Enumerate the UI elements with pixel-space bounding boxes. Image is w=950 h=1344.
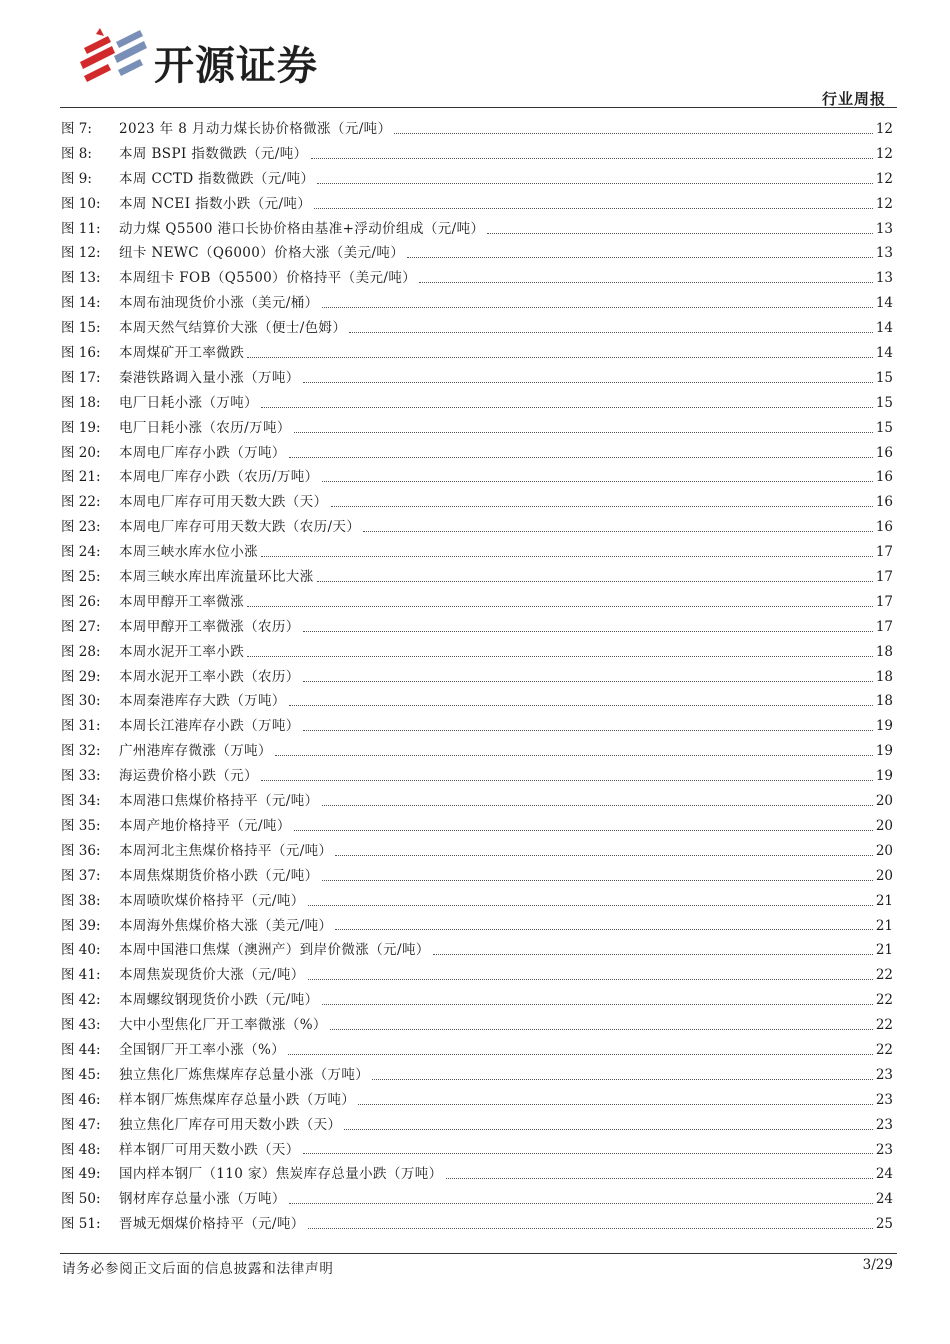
toc-figure-number: 图 24: — [61, 544, 101, 561]
toc-figure-title[interactable]: 电厂日耗小涨（万吨） — [119, 394, 258, 411]
toc-entry[interactable] — [61, 615, 893, 640]
toc-page-number[interactable]: 23 — [875, 1116, 893, 1133]
toc-entry[interactable] — [61, 1187, 893, 1212]
toc-dot-leader — [303, 681, 873, 682]
toc-entry[interactable] — [61, 938, 893, 963]
toc-figure-title[interactable]: 样本钢厂炼焦煤库存总量小跌（万吨） — [119, 1091, 356, 1108]
toc-figure-number: 图 13: — [61, 270, 101, 287]
toc-figure-number: 图 18: — [61, 394, 101, 411]
toc-figure-title[interactable]: 晋城无烟煤价格持平（元/吨） — [119, 1216, 305, 1233]
toc-page-number[interactable]: 13 — [875, 270, 893, 287]
toc-figure-title[interactable]: 本周甲醇开工率微涨 — [119, 593, 245, 610]
toc-page-number[interactable]: 16 — [875, 469, 893, 486]
toc-entry[interactable] — [61, 391, 893, 416]
toc-dot-leader — [303, 382, 873, 383]
toc-figure-number: 图 9: — [61, 170, 92, 187]
toc-entry[interactable] — [61, 540, 893, 565]
toc-page-number[interactable]: 18 — [875, 643, 893, 660]
toc-page-number[interactable]: 13 — [875, 220, 893, 237]
toc-figure-title[interactable]: 本周天然气结算价大涨（便士/色姆） — [119, 320, 347, 337]
toc-entry[interactable] — [61, 1038, 893, 1063]
toc-entry[interactable] — [61, 590, 893, 615]
toc-page-number[interactable]: 19 — [875, 743, 893, 760]
toc-dot-leader — [394, 133, 872, 134]
toc-page-number[interactable]: 12 — [875, 195, 893, 212]
toc-dot-leader — [311, 158, 873, 159]
toc-entry[interactable] — [61, 889, 893, 914]
toc-figure-title[interactable]: 本周水泥开工率小跌 — [119, 643, 245, 660]
toc-figure-title[interactable]: 本周长江港库存小跌（万吨） — [119, 718, 300, 735]
toc-dot-leader — [288, 1054, 873, 1055]
toc-figure-number: 图 26: — [61, 593, 101, 610]
toc-dot-leader — [322, 481, 873, 482]
toc-dot-leader — [308, 979, 873, 980]
toc-entry[interactable] — [61, 1088, 893, 1113]
toc-figure-number: 图 22: — [61, 494, 101, 511]
toc-entry[interactable] — [61, 1113, 893, 1138]
toc-entry[interactable] — [61, 914, 893, 939]
toc-page-number[interactable]: 17 — [875, 593, 893, 610]
toc-dot-leader — [247, 357, 873, 358]
toc-page-number[interactable]: 24 — [875, 1191, 893, 1208]
toc-figure-number: 图 49: — [61, 1166, 101, 1183]
toc-figure-number: 图 37: — [61, 867, 101, 884]
toc-figure-number: 图 35: — [61, 817, 101, 834]
toc-dot-leader — [317, 581, 873, 582]
toc-figure-number: 图 34: — [61, 793, 101, 810]
toc-entry[interactable] — [61, 789, 893, 814]
toc-figure-title[interactable]: 本周三峡水库水位小涨 — [119, 544, 258, 561]
toc-entry[interactable] — [61, 142, 893, 167]
toc-page-number[interactable]: 15 — [875, 369, 893, 386]
toc-figure-number: 图 11: — [61, 220, 101, 237]
toc-figure-number: 图 8: — [61, 145, 92, 162]
toc-figure-number: 图 14: — [61, 295, 101, 312]
toc-entry[interactable] — [61, 665, 893, 690]
toc-figure-title[interactable]: 本周煤矿开工率微跌 — [119, 345, 245, 362]
toc-dot-leader — [433, 954, 873, 955]
toc-page-number[interactable]: 15 — [875, 394, 893, 411]
figure-table-of-contents — [61, 117, 893, 1237]
toc-figure-title[interactable]: 本周焦炭现货价大涨（元/吨） — [119, 967, 305, 984]
toc-entry[interactable] — [61, 241, 893, 266]
toc-page-number[interactable]: 19 — [875, 718, 893, 735]
toc-page-number[interactable]: 23 — [875, 1091, 893, 1108]
toc-entry[interactable] — [61, 341, 893, 366]
toc-page-number[interactable]: 22 — [875, 1041, 893, 1058]
toc-page-number[interactable]: 18 — [875, 693, 893, 710]
toc-entry[interactable] — [61, 963, 893, 988]
toc-dot-leader — [363, 531, 873, 532]
toc-entry[interactable] — [61, 1063, 893, 1088]
toc-figure-title[interactable]: 本周 BSPI 指数微跌（元/吨） — [119, 145, 308, 162]
toc-entry[interactable] — [61, 266, 893, 291]
toc-figure-title[interactable]: 国内样本钢厂（110 家）焦炭库存总量小跌（万吨） — [119, 1166, 443, 1183]
toc-figure-number: 图 41: — [61, 967, 101, 984]
toc-page-number[interactable]: 22 — [875, 992, 893, 1009]
toc-dot-leader — [331, 506, 873, 507]
toc-figure-title[interactable]: 独立焦化厂炼焦煤库存总量小涨（万吨） — [119, 1066, 370, 1083]
toc-entry[interactable] — [61, 465, 893, 490]
toc-page-number[interactable]: 17 — [875, 618, 893, 635]
toc-page-number[interactable]: 23 — [875, 1141, 893, 1158]
toc-page-number[interactable]: 20 — [875, 793, 893, 810]
toc-figure-number: 图 19: — [61, 419, 101, 436]
toc-entry[interactable] — [61, 416, 893, 441]
toc-page-number[interactable]: 12 — [875, 170, 893, 187]
toc-figure-number: 图 23: — [61, 519, 101, 536]
toc-figure-title[interactable]: 本周螺纹钢现货价小跌（元/吨） — [119, 992, 319, 1009]
toc-dot-leader — [275, 755, 873, 756]
toc-dot-leader — [322, 805, 873, 806]
toc-entry[interactable] — [61, 988, 893, 1013]
toc-figure-title[interactable]: 钢材库存总量小涨（万吨） — [119, 1191, 286, 1208]
toc-dot-leader — [322, 880, 873, 881]
toc-page-number[interactable]: 12 — [875, 145, 893, 162]
toc-figure-number: 图 16: — [61, 345, 101, 362]
toc-dot-leader — [358, 1104, 873, 1105]
toc-dot-leader — [303, 1153, 873, 1154]
toc-page-number[interactable]: 23 — [875, 1066, 893, 1083]
toc-figure-title[interactable]: 本周电厂库存可用天数大跌（天） — [119, 494, 328, 511]
toc-dot-leader — [322, 307, 873, 308]
toc-figure-number: 图 39: — [61, 917, 101, 934]
toc-page-number[interactable]: 21 — [875, 892, 893, 909]
toc-figure-number: 图 32: — [61, 743, 101, 760]
toc-figure-number: 图 27: — [61, 618, 101, 635]
toc-dot-leader — [303, 730, 873, 731]
toc-dot-leader — [487, 233, 872, 234]
toc-dot-leader — [407, 257, 873, 258]
toc-dot-leader — [261, 556, 873, 557]
report-type-label: 行业周报 — [821, 90, 886, 108]
toc-entry[interactable] — [61, 1013, 893, 1038]
toc-figure-number: 图 42: — [61, 992, 101, 1009]
toc-entry[interactable] — [61, 1212, 893, 1237]
toc-page-number[interactable]: 14 — [875, 345, 893, 362]
toc-entry[interactable] — [61, 864, 893, 889]
toc-page-number[interactable]: 13 — [875, 245, 893, 262]
toc-page-number[interactable]: 18 — [875, 668, 893, 685]
toc-figure-title[interactable]: 动力煤 Q5500 港口长协价格由基准+浮动价组成（元/吨） — [119, 220, 485, 237]
toc-figure-number: 图 17: — [61, 369, 101, 386]
toc-dot-leader — [330, 1029, 873, 1030]
toc-page-number[interactable]: 12 — [875, 121, 893, 137]
toc-figure-number: 图 43: — [61, 1017, 101, 1034]
toc-dot-leader — [261, 407, 873, 408]
toc-page-number[interactable]: 20 — [875, 817, 893, 834]
toc-page-number[interactable]: 20 — [875, 842, 893, 859]
toc-dot-leader — [335, 929, 872, 930]
toc-page-number[interactable]: 15 — [875, 419, 893, 436]
toc-figure-title[interactable]: 本周港口焦煤价格持平（元/吨） — [119, 793, 319, 810]
toc-figure-title[interactable]: 独立焦化厂库存可用天数小跌（天） — [119, 1116, 342, 1133]
toc-dot-leader — [247, 606, 873, 607]
toc-figure-title[interactable]: 本周 CCTD 指数微跌（元/吨） — [119, 170, 315, 187]
toc-page-number[interactable]: 16 — [875, 494, 893, 511]
toc-entry[interactable] — [61, 441, 893, 466]
toc-figure-title[interactable]: 广州港库存微涨（万吨） — [119, 743, 272, 760]
toc-figure-title[interactable]: 本周甲醇开工率微涨（农历） — [119, 618, 300, 635]
toc-figure-title[interactable]: 本周电厂库存小跌（农历/万吨） — [119, 469, 319, 486]
toc-figure-title[interactable]: 海运费价格小跌（元） — [119, 768, 258, 785]
toc-figure-title[interactable]: 电厂日耗小涨（农历/万吨） — [119, 419, 291, 436]
toc-page-number[interactable]: 19 — [875, 768, 893, 785]
toc-dot-leader — [289, 457, 873, 458]
toc-page-number[interactable]: 25 — [875, 1216, 893, 1233]
toc-figure-number: 图 12: — [61, 245, 101, 262]
toc-dot-leader — [372, 1079, 873, 1080]
toc-entry[interactable] — [61, 291, 893, 316]
toc-figure-title[interactable]: 样本钢厂可用天数小跌（天） — [119, 1141, 300, 1158]
toc-figure-title[interactable]: 本周产地价格持平（元/吨） — [119, 817, 291, 834]
kaiyuan-logo-icon — [78, 26, 148, 88]
toc-figure-title[interactable]: 秦港铁路调入量小涨（万吨） — [119, 369, 300, 386]
page-header — [0, 0, 950, 112]
toc-figure-number: 图 33: — [61, 768, 101, 785]
toc-entry[interactable] — [61, 117, 893, 142]
toc-page-number[interactable]: 14 — [875, 320, 893, 337]
toc-figure-number: 图 46: — [61, 1091, 101, 1108]
toc-figure-number: 图 38: — [61, 892, 101, 909]
toc-figure-title[interactable]: 本周电厂库存可用天数大跌（农历/天） — [119, 519, 361, 536]
toc-entry[interactable] — [61, 1138, 893, 1163]
toc-entry[interactable] — [61, 490, 893, 515]
toc-dot-leader — [317, 183, 872, 184]
toc-dot-leader — [247, 656, 873, 657]
toc-entry[interactable] — [61, 217, 893, 242]
toc-dot-leader — [344, 1129, 872, 1130]
toc-dot-leader — [322, 1004, 873, 1005]
toc-dot-leader — [303, 631, 873, 632]
toc-figure-number: 图 51: — [61, 1216, 101, 1233]
toc-entry[interactable] — [61, 839, 893, 864]
toc-page-number[interactable]: 24 — [875, 1166, 893, 1183]
toc-figure-title[interactable]: 本周纽卡 FOB（Q5500）价格持平（美元/吨） — [119, 270, 417, 287]
company-logo — [78, 26, 368, 88]
toc-dot-leader — [289, 705, 873, 706]
toc-dot-leader — [446, 1178, 873, 1179]
toc-entry[interactable] — [61, 167, 893, 192]
toc-figure-title[interactable]: 全国钢厂开工率小涨（%） — [119, 1041, 286, 1058]
toc-dot-leader — [294, 830, 873, 831]
toc-figure-number: 图 50: — [61, 1191, 101, 1208]
toc-page-number[interactable]: 17 — [875, 569, 893, 586]
toc-figure-number: 图 30: — [61, 693, 101, 710]
header-divider — [60, 107, 897, 108]
toc-dot-leader — [349, 332, 872, 333]
toc-figure-number: 图 29: — [61, 668, 101, 685]
toc-figure-number: 图 28: — [61, 643, 101, 660]
toc-figure-number: 图 48: — [61, 1141, 101, 1158]
toc-entry[interactable] — [61, 640, 893, 665]
toc-figure-title[interactable]: 本周 NCEI 指数小跌（元/吨） — [119, 195, 312, 212]
toc-figure-title[interactable]: 2023 年 8 月动力煤长协价格微涨（元/吨） — [119, 121, 392, 137]
toc-figure-title[interactable]: 本周河北主焦煤价格持平（元/吨） — [119, 842, 333, 859]
toc-figure-title[interactable]: 大中小型焦化厂开工率微涨（%） — [119, 1017, 327, 1034]
toc-figure-title[interactable]: 本周焦煤期货价格小跌（元/吨） — [119, 867, 319, 884]
toc-figure-title[interactable]: 本周布油现货价小涨（美元/桶） — [119, 295, 319, 312]
brand-name: 开源证券 — [154, 43, 318, 89]
toc-page-number[interactable]: 17 — [875, 544, 893, 561]
toc-figure-title[interactable]: 本周海外焦煤价格大涨（美元/吨） — [119, 917, 333, 934]
toc-dot-leader — [294, 432, 873, 433]
toc-figure-title[interactable]: 本周秦港库存大跌（万吨） — [119, 693, 286, 710]
toc-entry[interactable] — [61, 515, 893, 540]
toc-entry[interactable] — [61, 739, 893, 764]
toc-figure-title[interactable]: 本周三峡水库出库流量环比大涨 — [119, 569, 314, 586]
toc-figure-number: 图 10: — [61, 195, 101, 212]
toc-dot-leader — [261, 780, 873, 781]
toc-page-number[interactable]: 20 — [875, 867, 893, 884]
toc-figure-number: 图 15: — [61, 320, 101, 337]
toc-figure-number: 图 7: — [61, 121, 92, 137]
toc-figure-number: 图 47: — [61, 1116, 101, 1133]
toc-figure-number: 图 44: — [61, 1041, 101, 1058]
toc-page-number[interactable]: 14 — [875, 295, 893, 312]
toc-figure-title[interactable]: 纽卡 NEWC（Q6000）价格大涨（美元/吨） — [119, 245, 405, 262]
toc-page-number[interactable]: 22 — [875, 967, 893, 984]
toc-dot-leader — [335, 855, 872, 856]
toc-figure-number: 图 31: — [61, 718, 101, 735]
toc-figure-title[interactable]: 本周水泥开工率小跌（农历） — [119, 668, 300, 685]
toc-figure-number: 图 40: — [61, 942, 101, 959]
toc-page-number[interactable]: 22 — [875, 1017, 893, 1034]
toc-figure-title[interactable]: 本周中国港口焦煤（澳洲产）到岸价微涨（元/吨） — [119, 942, 430, 959]
toc-entry[interactable] — [61, 1162, 893, 1187]
toc-page-number[interactable]: 16 — [875, 519, 893, 536]
page-number: 3/29 — [862, 1257, 893, 1273]
toc-entry[interactable] — [61, 689, 893, 714]
toc-entry[interactable] — [61, 192, 893, 217]
toc-dot-leader — [314, 208, 873, 209]
footer-divider — [60, 1253, 897, 1254]
toc-figure-number: 图 36: — [61, 842, 101, 859]
toc-entry[interactable] — [61, 316, 893, 341]
toc-entry[interactable] — [61, 366, 893, 391]
toc-entry[interactable] — [61, 714, 893, 739]
toc-figure-title[interactable]: 本周电厂库存小跌（万吨） — [119, 444, 286, 461]
toc-page-number[interactable]: 16 — [875, 444, 893, 461]
toc-figure-number: 图 20: — [61, 444, 101, 461]
toc-entry[interactable] — [61, 565, 893, 590]
toc-page-number[interactable]: 21 — [875, 942, 893, 959]
toc-figure-title[interactable]: 本周喷吹煤价格持平（元/吨） — [119, 892, 305, 909]
toc-dot-leader — [308, 905, 873, 906]
toc-entry[interactable] — [61, 814, 893, 839]
toc-figure-number: 图 45: — [61, 1066, 101, 1083]
toc-entry[interactable] — [61, 764, 893, 789]
toc-dot-leader — [308, 1228, 873, 1229]
toc-page-number[interactable]: 21 — [875, 917, 893, 934]
toc-dot-leader — [289, 1203, 873, 1204]
toc-dot-leader — [419, 282, 873, 283]
toc-figure-number: 图 21: — [61, 469, 101, 486]
footer-disclaimer: 请务必参阅正文后面的信息披露和法律声明 — [62, 1261, 334, 1277]
toc-figure-number: 图 25: — [61, 569, 101, 586]
